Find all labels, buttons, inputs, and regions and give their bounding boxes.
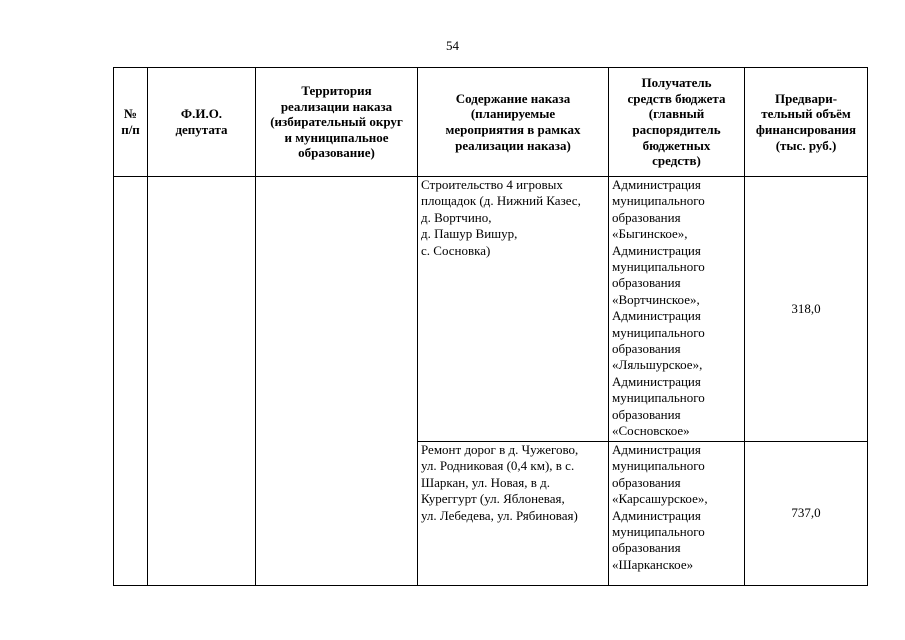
header-fio: Ф.И.О. депутата [148, 68, 256, 177]
header-territory: Территория реализации наказа (избирательный округ и муниципальное образование) [256, 68, 418, 177]
header-row [114, 68, 868, 177]
table-row [114, 177, 868, 442]
cell-fio [148, 177, 256, 586]
cell-content: Строительство 4 игровых площадок (д. Нижний Казес, д. Вортчино, д. Пашур Вишур, с. Сосновка) [418, 177, 609, 442]
cell-volume: 737,0 [745, 442, 868, 586]
orders-table [113, 67, 868, 586]
header-recipient: Получатель средств бюджета (главный распорядитель бюджетных средств) [609, 68, 745, 177]
cell-content: Ремонт дорог в д. Чужегово, ул. Родниковая (0,4 км), в с. Шаркан, ул. Новая, в д. Куреггурт (ул. Яблоневая, ул. Лебедева, ул. Рябиновая) [418, 442, 609, 586]
cell-recipient: Администрация муниципального образования «Карсашурское», Администрация муниципального образования «Шарканское» [609, 442, 745, 586]
header-content: Содержание наказа (планируемые мероприятия в рамках реализации наказа) [418, 68, 609, 177]
cell-volume: 318,0 [745, 177, 868, 442]
cell-recipient: Администрация муниципального образования «Быгинское», Администрация муниципального образования «Вортчинское», Администрация муниципального образования «Ляльшурское», Администрация муниципального образования «Сосновское» [609, 177, 745, 442]
page-number: 54 [446, 38, 459, 53]
header-volume: Предвари- тельный объём финансирования (тыс. руб.) [745, 68, 868, 177]
header-num: № п/п [114, 68, 148, 177]
cell-num [114, 177, 148, 586]
cell-territory [256, 177, 418, 586]
